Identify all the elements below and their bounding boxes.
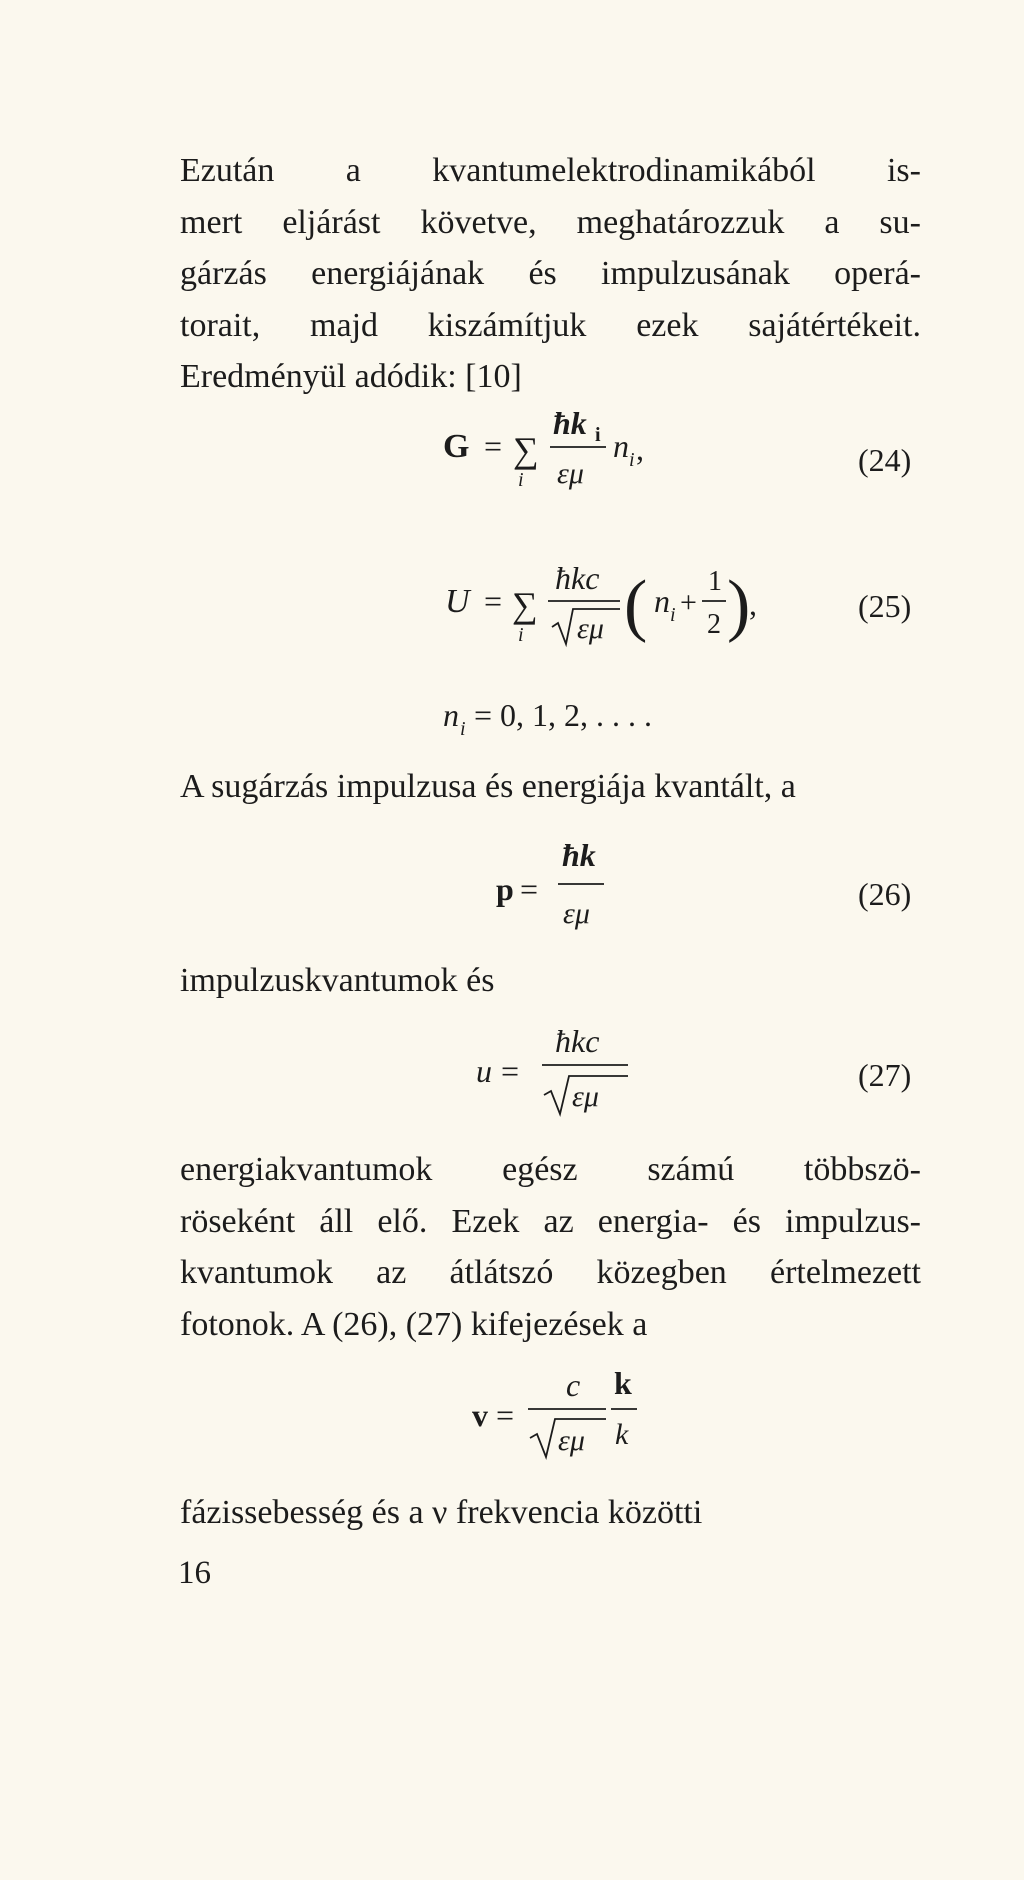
eq24-comma: , bbox=[636, 431, 644, 467]
eq27-numerator: ħkc bbox=[555, 1023, 600, 1059]
equation-26 bbox=[496, 837, 604, 930]
eq24-var: n bbox=[613, 428, 629, 464]
eq25-denominator: εμ bbox=[577, 612, 604, 645]
text-line: mert eljárást követve, meghatározzuk a su- bbox=[180, 203, 921, 241]
eq25-plus: + bbox=[680, 586, 697, 619]
eq25-comma: , bbox=[749, 586, 757, 622]
eq25-rparen: ) bbox=[727, 567, 751, 644]
ni-var: n bbox=[443, 697, 459, 733]
paragraph-energy-quanta bbox=[180, 1144, 921, 1350]
eq26-lhs: p bbox=[496, 871, 514, 907]
paragraph-phase-velocity bbox=[180, 1487, 921, 1539]
eq26-denominator: εμ bbox=[563, 897, 590, 930]
eq25-sum-index: i bbox=[518, 624, 524, 646]
equation-24 bbox=[443, 405, 644, 491]
equation-number-26: (26) bbox=[858, 876, 912, 912]
equation-number-25: (25) bbox=[858, 588, 912, 624]
text-line: fotonok. A (26), (27) kifejezések a bbox=[180, 1305, 648, 1343]
eq24-numerator: ħk bbox=[553, 405, 587, 441]
eqv-den2: k bbox=[615, 1418, 629, 1451]
text-line: röseként áll elő. Ezek az energia- és impulzus- bbox=[180, 1202, 921, 1240]
eq25-lhs: U bbox=[445, 583, 470, 620]
eq24-numerator-sub: i bbox=[595, 424, 601, 446]
eq24-lhs: G bbox=[443, 428, 470, 465]
eqv-num1: c bbox=[566, 1367, 581, 1403]
text-line: torait, majd kiszámítjuk ezek sajátértékeit. bbox=[180, 306, 921, 344]
text-line: kvantumok az átlátszó közegben értelmezett bbox=[180, 1254, 921, 1291]
eq24-var-sub: i bbox=[629, 449, 635, 471]
eq25-var: n bbox=[654, 583, 670, 619]
text-line: fázissebesség és a ν frekvencia közötti bbox=[180, 1494, 703, 1531]
page-number: 16 bbox=[178, 1555, 211, 1591]
paragraph-momentum-quanta bbox=[180, 955, 921, 1007]
text-line: Eredményül adódik: [10] bbox=[180, 358, 522, 395]
paragraph-quantized bbox=[180, 761, 921, 813]
eq25-equals: = bbox=[484, 583, 503, 619]
equation-25 bbox=[445, 560, 757, 646]
eq24-sum-index: i bbox=[518, 469, 524, 491]
eq26-numerator: ħk bbox=[562, 837, 596, 873]
equation-phase-velocity bbox=[472, 1365, 637, 1457]
eqv-den1: εμ bbox=[558, 1424, 585, 1457]
eqv-equals: = bbox=[496, 1397, 515, 1433]
eq27-lhs: u bbox=[476, 1053, 492, 1089]
eq27-denominator: εμ bbox=[572, 1080, 599, 1113]
text-line: energiakvantumok egész számú többszö- bbox=[180, 1151, 921, 1188]
equation-27 bbox=[476, 1023, 628, 1114]
ni-var-sub: i bbox=[460, 718, 466, 740]
eqv-lhs: v bbox=[472, 1397, 488, 1433]
text-line: Ezután a kvantumelektrodinamikából is- bbox=[180, 152, 921, 189]
ni-values bbox=[443, 697, 652, 740]
text-line: A sugárzás impulzusa és energiája kvantált, a bbox=[180, 768, 796, 805]
eq24-denominator: εμ bbox=[557, 457, 584, 490]
eq26-equals: = bbox=[520, 871, 539, 907]
eq25-var-sub: i bbox=[670, 604, 676, 626]
equation-number-27: (27) bbox=[858, 1057, 912, 1093]
eq25-numerator: ħkc bbox=[555, 560, 600, 596]
eqv-num2: k bbox=[614, 1365, 632, 1401]
equation-number-24: (24) bbox=[858, 442, 912, 478]
eq25-lparen: ( bbox=[624, 567, 648, 644]
text-line: gárzás energiájának és impulzusának operá- bbox=[180, 255, 921, 292]
eq27-equals: = bbox=[501, 1053, 520, 1089]
text-line: impulzuskvantumok és bbox=[180, 962, 495, 999]
eq24-sum: ∑ bbox=[513, 430, 539, 470]
eq25-sum: ∑ bbox=[512, 585, 538, 625]
eq24-equals: = bbox=[484, 428, 503, 464]
eq25-half-den: 2 bbox=[707, 609, 721, 640]
eq25-half-num: 1 bbox=[708, 566, 722, 597]
ni-values-text: = 0, 1, 2, . . . . bbox=[474, 697, 653, 733]
